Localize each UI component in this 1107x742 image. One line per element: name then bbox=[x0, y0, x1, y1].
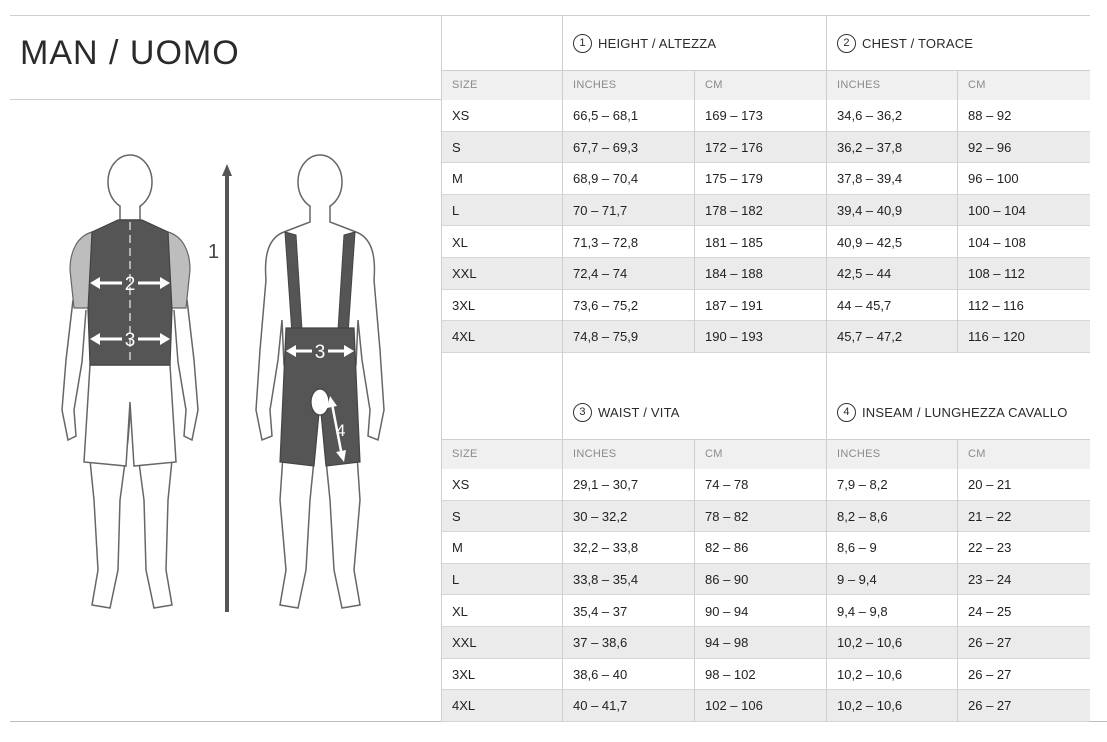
measure-cell: 66,5 – 68,1 bbox=[573, 108, 639, 124]
measure-cell: 102 – 106 bbox=[705, 698, 763, 714]
table-row bbox=[441, 595, 1090, 627]
size-cell: XS bbox=[452, 108, 470, 124]
measure-cell: 178 – 182 bbox=[705, 203, 763, 219]
measure-cell: 10,2 – 10,6 bbox=[837, 635, 903, 651]
size-cell: S bbox=[452, 508, 461, 524]
header-divider bbox=[441, 70, 1090, 71]
measure-cell: 42,5 – 44 bbox=[837, 266, 892, 282]
table-row bbox=[441, 290, 1090, 322]
table-row bbox=[441, 226, 1090, 258]
measure-cell: 82 – 86 bbox=[705, 540, 749, 556]
column-divider bbox=[694, 439, 695, 722]
column-header: CM bbox=[705, 448, 723, 460]
measure-cell: 37 – 38,6 bbox=[573, 635, 628, 651]
column-divider bbox=[441, 385, 442, 722]
column-divider bbox=[441, 16, 442, 353]
group-label: HEIGHT / ALTEZZA bbox=[598, 35, 717, 51]
measure-cell: 104 – 108 bbox=[968, 234, 1026, 250]
column-divider bbox=[562, 16, 563, 353]
table-row bbox=[441, 163, 1090, 195]
size-cell: L bbox=[452, 203, 460, 219]
title-underline bbox=[10, 99, 441, 100]
column-divider bbox=[957, 70, 958, 353]
table-row bbox=[441, 258, 1090, 290]
measure-cell: 9,4 – 9,8 bbox=[837, 603, 888, 619]
inseam-measure-label: 4 bbox=[336, 421, 346, 440]
measure-cell: 86 – 90 bbox=[705, 572, 749, 588]
column-header: CM bbox=[968, 79, 986, 91]
group-label: INSEAM / LUNGHEZZA CAVALLO bbox=[862, 404, 1068, 420]
column-header: INCHES bbox=[573, 79, 617, 91]
measure-cell: 8,2 – 8,6 bbox=[837, 508, 888, 524]
measure-cell: 8,6 – 9 bbox=[837, 540, 877, 556]
measure-cell: 175 – 179 bbox=[705, 171, 763, 187]
measure-cell: 10,2 – 10,6 bbox=[837, 666, 903, 682]
table-row bbox=[441, 100, 1090, 132]
measure-cell: 30 – 32,2 bbox=[573, 508, 628, 524]
size-cell: 3XL bbox=[452, 666, 476, 682]
table-row bbox=[441, 627, 1090, 659]
column-header: CM bbox=[705, 79, 723, 91]
waist-measure-label-back: 3 bbox=[314, 342, 326, 363]
measure-cell: 94 – 98 bbox=[705, 635, 749, 651]
measure-cell: 96 – 100 bbox=[968, 171, 1019, 187]
size-cell: 4XL bbox=[452, 698, 476, 714]
measure-cell: 20 – 21 bbox=[968, 477, 1012, 493]
measure-cell: 73,6 – 75,2 bbox=[573, 297, 639, 313]
measure-cell: 35,4 – 37 bbox=[573, 603, 628, 619]
size-cell: S bbox=[452, 139, 461, 155]
measure-cell: 70 – 71,7 bbox=[573, 203, 628, 219]
size-cell: XXL bbox=[452, 635, 477, 651]
size-cell: M bbox=[452, 171, 463, 187]
measure-cell: 68,9 – 70,4 bbox=[573, 171, 639, 187]
size-cell: XS bbox=[452, 477, 470, 493]
measure-cell: 88 – 92 bbox=[968, 108, 1012, 124]
spacer-divider bbox=[826, 353, 827, 385]
measure-cell: 184 – 188 bbox=[705, 266, 763, 282]
measure-cell: 33,8 – 35,4 bbox=[573, 572, 639, 588]
group-number-badge: 4 bbox=[837, 403, 856, 422]
measure-cell: 10,2 – 10,6 bbox=[837, 698, 903, 714]
measure-cell: 23 – 24 bbox=[968, 572, 1012, 588]
measure-cell: 181 – 185 bbox=[705, 234, 763, 250]
page-title: MAN / UOMO bbox=[20, 34, 240, 72]
measure-cell: 116 – 120 bbox=[968, 329, 1025, 345]
group-label: CHEST / TORACE bbox=[862, 35, 974, 51]
measure-cell: 78 – 82 bbox=[705, 508, 749, 524]
measure-cell: 172 – 176 bbox=[705, 139, 763, 155]
table-row bbox=[441, 532, 1090, 564]
header-divider bbox=[441, 439, 1090, 440]
measure-cell: 40,9 – 42,5 bbox=[837, 234, 903, 250]
column-divider bbox=[957, 439, 958, 722]
measure-cell: 74,8 – 75,9 bbox=[573, 329, 639, 345]
column-header: SIZE bbox=[452, 448, 478, 460]
size-cell: XL bbox=[452, 234, 468, 250]
measure-cell: 38,6 – 40 bbox=[573, 666, 628, 682]
group-number-badge: 1 bbox=[573, 34, 592, 53]
measure-cell: 100 – 104 bbox=[968, 203, 1026, 219]
table-row bbox=[441, 195, 1090, 227]
measure-cell: 71,3 – 72,8 bbox=[573, 234, 639, 250]
measure-cell: 37,8 – 39,4 bbox=[837, 171, 903, 187]
measure-cell: 187 – 191 bbox=[705, 297, 763, 313]
measure-cell: 72,4 – 74 bbox=[573, 266, 628, 282]
column-divider bbox=[826, 385, 827, 722]
group-number-badge: 2 bbox=[837, 34, 856, 53]
group-header bbox=[562, 385, 826, 439]
measure-cell: 36,2 – 37,8 bbox=[837, 139, 903, 155]
column-divider bbox=[694, 70, 695, 353]
measure-cell: 24 – 25 bbox=[968, 603, 1012, 619]
column-divider bbox=[562, 385, 563, 722]
size-cell: 3XL bbox=[452, 297, 476, 313]
front-figure-icon bbox=[62, 155, 198, 608]
measure-cell: 34,6 – 36,2 bbox=[837, 108, 903, 124]
size-cell: M bbox=[452, 540, 463, 556]
measure-cell: 44 – 45,7 bbox=[837, 297, 892, 313]
height-measure-label: 1 bbox=[208, 241, 220, 263]
size-cell: XXL bbox=[452, 266, 477, 282]
group-header bbox=[826, 16, 1090, 70]
group-label: WAIST / VITA bbox=[598, 404, 680, 420]
table-row bbox=[441, 659, 1090, 691]
measure-cell: 98 – 102 bbox=[705, 666, 756, 682]
column-header: INCHES bbox=[837, 448, 881, 460]
table-row bbox=[441, 501, 1090, 533]
column-header: INCHES bbox=[573, 448, 617, 460]
chest-measure-label: 2 bbox=[124, 274, 136, 295]
column-header: CM bbox=[968, 448, 986, 460]
measure-cell: 32,2 – 33,8 bbox=[573, 540, 639, 556]
measure-cell: 29,1 – 30,7 bbox=[573, 477, 639, 493]
size-cell: 4XL bbox=[452, 329, 476, 345]
measure-cell: 45,7 – 47,2 bbox=[837, 329, 903, 345]
measure-cell: 26 – 27 bbox=[968, 635, 1012, 651]
back-figure-icon bbox=[256, 155, 384, 608]
measure-cell: 90 – 94 bbox=[705, 603, 749, 619]
waist-measure-label-front: 3 bbox=[124, 330, 136, 351]
measure-cell: 26 – 27 bbox=[968, 666, 1012, 682]
table-row bbox=[441, 469, 1090, 501]
measure-cell: 67,7 – 69,3 bbox=[573, 139, 639, 155]
group-header bbox=[826, 385, 1090, 439]
measure-cell: 7,9 – 8,2 bbox=[837, 477, 888, 493]
table-row bbox=[441, 564, 1090, 596]
measure-cell: 9 – 9,4 bbox=[837, 572, 877, 588]
table-row bbox=[441, 690, 1090, 722]
measure-cell: 92 – 96 bbox=[968, 139, 1012, 155]
group-number-badge: 3 bbox=[573, 403, 592, 422]
measure-cell: 190 – 193 bbox=[705, 329, 763, 345]
measure-cell: 40 – 41,7 bbox=[573, 698, 628, 714]
measure-cell: 108 – 112 bbox=[968, 266, 1025, 282]
measure-cell: 74 – 78 bbox=[705, 477, 749, 493]
table-row bbox=[441, 132, 1090, 164]
table-row bbox=[441, 321, 1090, 353]
group-header bbox=[562, 16, 826, 70]
measure-cell: 39,4 – 40,9 bbox=[837, 203, 903, 219]
measure-cell: 26 – 27 bbox=[968, 698, 1012, 714]
body-measurement-figure bbox=[40, 140, 420, 630]
column-header: INCHES bbox=[837, 79, 881, 91]
spacer-divider bbox=[562, 353, 563, 385]
spacer-divider bbox=[441, 353, 442, 385]
measure-cell: 112 – 116 bbox=[968, 297, 1024, 313]
column-divider bbox=[826, 16, 827, 353]
size-cell: L bbox=[452, 572, 460, 588]
measure-cell: 22 – 23 bbox=[968, 540, 1012, 556]
measure-cell: 21 – 22 bbox=[968, 508, 1012, 524]
height-arrow-icon bbox=[208, 164, 232, 612]
size-cell: XL bbox=[452, 603, 468, 619]
column-header: SIZE bbox=[452, 79, 478, 91]
measure-cell: 169 – 173 bbox=[705, 108, 763, 124]
